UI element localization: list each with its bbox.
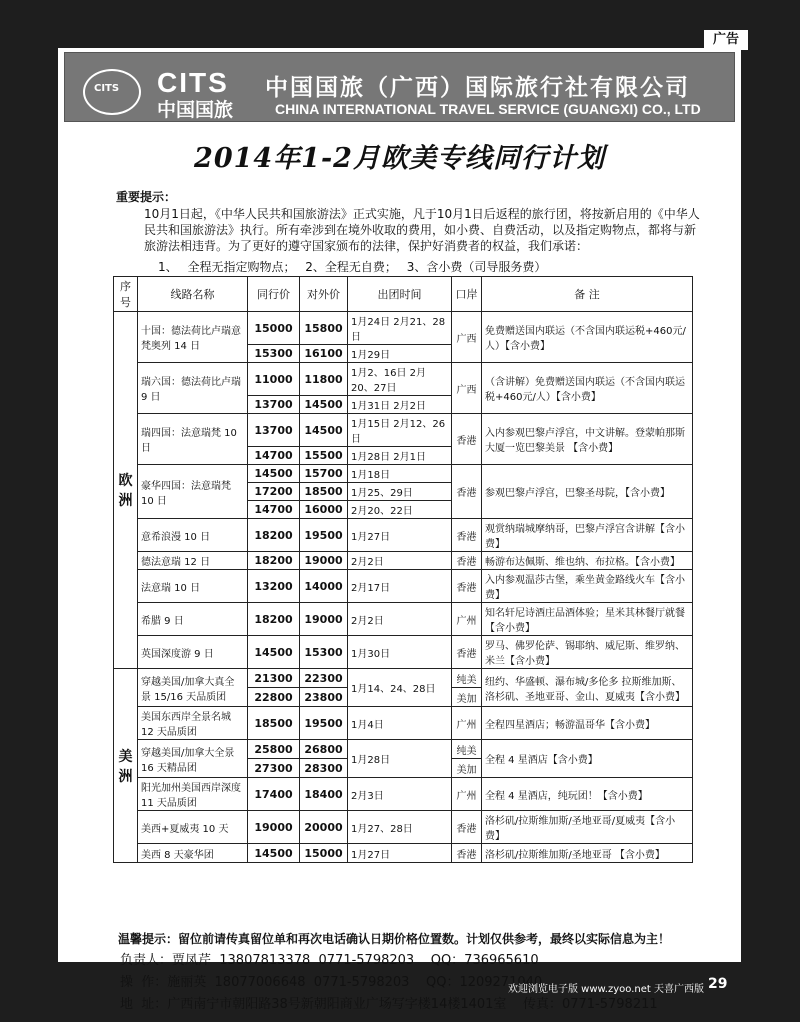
remark: （含讲解）免费赠送国内联运（不含国内联运税+460元/人）【含小费】 — [482, 363, 693, 414]
trade-price: 18500 — [248, 707, 300, 740]
retail-price: 16000 — [300, 501, 348, 519]
notice-heading: 重要提示： — [116, 190, 177, 204]
trade-price: 17200 — [248, 483, 300, 501]
col-header: 线路名称 — [138, 277, 248, 312]
departure-date: 1月30日 — [348, 636, 452, 669]
remark: 全程 4 星酒店，纯玩团！【含小费】 — [482, 778, 693, 811]
retail-price: 19000 — [300, 603, 348, 636]
retail-price: 15300 — [300, 636, 348, 669]
retail-price: 15500 — [300, 447, 348, 465]
notice-promises: 1、 全程无指定购物点； 2、全程无自费； 3、含小费（司导服务费） — [158, 260, 547, 274]
table-row — [114, 414, 693, 447]
route-name: 德法意瑞 12 日 — [138, 552, 248, 570]
trade-price: 17400 — [248, 778, 300, 811]
trade-price: 18200 — [248, 552, 300, 570]
remark: 纽约、华盛顿、瀑布城/多伦多 拉斯维加斯、洛杉矶、圣地亚哥、金山、夏威夷【含小费】 — [482, 669, 693, 707]
region-label: 欧洲 — [114, 312, 138, 669]
route-name: 美西+夏威夷 10 天 — [138, 811, 248, 844]
port: 香港 — [452, 570, 482, 603]
port: 香港 — [452, 465, 482, 519]
port: 美加 — [452, 688, 482, 707]
table-row — [114, 707, 693, 740]
departure-date: 1月24日 2月21、28日 — [348, 312, 452, 345]
departure-date: 1月4日 — [348, 707, 452, 740]
table-row — [114, 552, 693, 570]
retail-price: 18400 — [300, 778, 348, 811]
port: 广西 — [452, 363, 482, 414]
retail-price: 11800 — [300, 363, 348, 396]
departure-date: 2月17日 — [348, 570, 452, 603]
trade-price: 27300 — [248, 759, 300, 778]
table-row — [114, 844, 693, 863]
remark: 入内参观巴黎卢浮宫，中文讲解。登蒙帕那斯大厦一览巴黎美景 【含小费】 — [482, 414, 693, 465]
trade-price: 14700 — [248, 501, 300, 519]
departure-date: 1月2、16日 2月20、27日 — [348, 363, 452, 396]
table-row — [114, 363, 693, 396]
retail-price: 15700 — [300, 465, 348, 483]
contact-manager: 负责人：贾凤芹 13807813378 0771-5798203 QQ：736965610 — [120, 953, 539, 968]
port: 广州 — [452, 778, 482, 811]
route-name: 法意瑞 10 日 — [138, 570, 248, 603]
departure-date: 2月2日 — [348, 552, 452, 570]
port: 广州 — [452, 707, 482, 740]
remark: 观赏纳瑞城摩纳哥，巴黎卢浮宫含讲解【含小费】 — [482, 519, 693, 552]
col-header: 同行价 — [248, 277, 300, 312]
retail-price: 14500 — [300, 396, 348, 414]
route-name: 希腊 9 日 — [138, 603, 248, 636]
col-header: 出团时间 — [348, 277, 452, 312]
table-row — [114, 465, 693, 483]
trade-price: 19000 — [248, 811, 300, 844]
port: 广州 — [452, 603, 482, 636]
retail-price: 19500 — [300, 519, 348, 552]
retail-price: 15000 — [300, 844, 348, 863]
trade-price: 13700 — [248, 396, 300, 414]
table-row — [114, 778, 693, 811]
port: 香港 — [452, 636, 482, 669]
route-name: 瑞六国：德法荷比卢瑞 9 日 — [138, 363, 248, 414]
table-row — [114, 740, 693, 759]
retail-price: 28300 — [300, 759, 348, 778]
company-name-cn: 中国国旅（广西）国际旅行社有限公司 — [265, 75, 690, 101]
retail-price: 20000 — [300, 811, 348, 844]
departure-date: 1月31日 2月2日 — [348, 396, 452, 414]
departure-date: 1月14、24、28日 — [348, 669, 452, 707]
trade-price: 18200 — [248, 519, 300, 552]
tour-table — [113, 276, 693, 863]
remark: 洛杉矶/拉斯维加斯/圣地亚哥 【含小费】 — [482, 844, 693, 863]
departure-date: 2月3日 — [348, 778, 452, 811]
route-name: 穿越美国/加拿大真全景 15/16 天品质团 — [138, 669, 248, 707]
departure-date: 2月20、22日 — [348, 501, 452, 519]
trade-price: 14500 — [248, 465, 300, 483]
contact-operator: 操 作：施丽英 18077006648 0771-5798203 QQ：1209271040 — [120, 975, 543, 990]
remark: 参观巴黎卢浮宫，巴黎圣母院，【含小费】 — [482, 465, 693, 519]
departure-date: 1月27日 — [348, 844, 452, 863]
route-name: 英国深度游 9 日 — [138, 636, 248, 669]
trade-price: 14700 — [248, 447, 300, 465]
col-header: 序号 — [114, 277, 138, 312]
remark: 入内参观温莎古堡，乘坐黄金路线火车【含小费】 — [482, 570, 693, 603]
remark: 免费赠送国内联运（不含国内联运税+460元/人）【含小费】 — [482, 312, 693, 363]
trade-price: 18200 — [248, 603, 300, 636]
route-name: 意希浪漫 10 日 — [138, 519, 248, 552]
table-row — [114, 669, 693, 688]
trade-price: 11000 — [248, 363, 300, 396]
trade-price: 15300 — [248, 345, 300, 363]
route-name: 美西 8 天豪华团 — [138, 844, 248, 863]
route-name: 十国：德法荷比卢瑞意梵奥列 14 日 — [138, 312, 248, 363]
port: 纯美 — [452, 740, 482, 759]
departure-date: 1月18日 — [348, 465, 452, 483]
remark: 全程四星酒店；畅游温哥华【含小费】 — [482, 707, 693, 740]
ad-tag: 广告 — [704, 30, 748, 50]
logo-cn: 中国国旅 — [157, 99, 234, 121]
table-row — [114, 519, 693, 552]
cits-globe-icon: CITS — [83, 69, 141, 115]
notice-body: 10月1日起，《中华人民共和国旅游法》正式实施，凡于10月1日后返程的旅行团，将按新启用的《中华人民共和国旅游法》执行。所有牵涉到在境外收取的费用，如小费、自费活动，以及指定购物点，都将与新旅游法相违背。为了更好的遵守国家颁布的法律，保护好消费者的权益，我们承诺： — [144, 207, 700, 253]
company-header — [64, 52, 735, 122]
page-footer — [508, 976, 748, 998]
route-name: 阳光加州美国西岸深度 11 天品质团 — [138, 778, 248, 811]
company-name-en: CHINA INTERNATIONAL TRAVEL SERVICE (GUANGXI) CO., LTD — [275, 101, 701, 117]
remark: 全程 4 星酒店【含小费】 — [482, 740, 693, 778]
remark: 洛杉矶/拉斯维加斯/圣地亚哥/夏威夷【含小费】 — [482, 811, 693, 844]
port: 香港 — [452, 519, 482, 552]
port: 香港 — [452, 844, 482, 863]
departure-date: 1月15日 2月12、26日 — [348, 414, 452, 447]
remark: 罗马、佛罗伦萨、锡耶纳、威尼斯、维罗纳、米兰【含小费】 — [482, 636, 693, 669]
remark: 知名轩尼诗酒庄品酒体验；星米其林餐厅就餐【含小费】 — [482, 603, 693, 636]
retail-price: 26800 — [300, 740, 348, 759]
table-header-row — [114, 277, 693, 312]
page-number: 29 — [708, 976, 728, 992]
trade-price: 15000 — [248, 312, 300, 345]
route-name: 穿越美国/加拿大全景 16 天精品团 — [138, 740, 248, 778]
departure-date: 1月28日 — [348, 740, 452, 778]
departure-date: 1月27、28日 — [348, 811, 452, 844]
trade-price: 22800 — [248, 688, 300, 707]
site-url: 欢迎浏览电子版 www.zyoo.net 天喜广西版 — [508, 984, 704, 995]
table-row — [114, 312, 693, 345]
trade-price: 14500 — [248, 636, 300, 669]
port: 美加 — [452, 759, 482, 778]
retail-price: 14500 — [300, 414, 348, 447]
trade-price: 13700 — [248, 414, 300, 447]
departure-date: 2月2日 — [348, 603, 452, 636]
col-header: 对外价 — [300, 277, 348, 312]
trade-price: 13200 — [248, 570, 300, 603]
port: 香港 — [452, 414, 482, 465]
retail-price: 19500 — [300, 707, 348, 740]
port: 香港 — [452, 552, 482, 570]
footer-tip: 温馨提示：留位前请传真留位单和再次电话确认日期价格位置数。计划仅供参考，最终以实际信息为主！ — [118, 932, 671, 946]
logo-en: CITS — [157, 67, 229, 98]
route-name: 美国东西岸全景名城 12 天品质团 — [138, 707, 248, 740]
retail-price: 19000 — [300, 552, 348, 570]
retail-price: 14000 — [300, 570, 348, 603]
region-label: 美洲 — [114, 669, 138, 863]
departure-date: 1月29日 — [348, 345, 452, 363]
retail-price: 15800 — [300, 312, 348, 345]
col-header: 口岸 — [452, 277, 482, 312]
trade-price: 21300 — [248, 669, 300, 688]
retail-price: 18500 — [300, 483, 348, 501]
route-name: 瑞四国：法意瑞梵 10 日 — [138, 414, 248, 465]
trade-price: 25800 — [248, 740, 300, 759]
departure-date: 1月28日 2月1日 — [348, 447, 452, 465]
col-header: 备 注 — [482, 277, 693, 312]
retail-price: 22300 — [300, 669, 348, 688]
port: 广西 — [452, 312, 482, 363]
port: 香港 — [452, 811, 482, 844]
route-name: 豪华四国：法意瑞梵 10 日 — [138, 465, 248, 519]
table-row — [114, 636, 693, 669]
contact-address: 地 址：广西南宁市朝阳路38号新朝阳商业广场写字楼14楼1401室 传真：0771-5798211 — [120, 997, 658, 1012]
page-title: 2014年1-2月欧美专线同行计划 — [194, 143, 605, 174]
table-row — [114, 603, 693, 636]
remark: 畅游布达佩斯、维也纳、布拉格。【含小费】 — [482, 552, 693, 570]
departure-date: 1月27日 — [348, 519, 452, 552]
retail-price: 23800 — [300, 688, 348, 707]
port: 纯美 — [452, 669, 482, 688]
retail-price: 16100 — [300, 345, 348, 363]
table-row — [114, 811, 693, 844]
table-row — [114, 570, 693, 603]
trade-price: 14500 — [248, 844, 300, 863]
departure-date: 1月25、29日 — [348, 483, 452, 501]
